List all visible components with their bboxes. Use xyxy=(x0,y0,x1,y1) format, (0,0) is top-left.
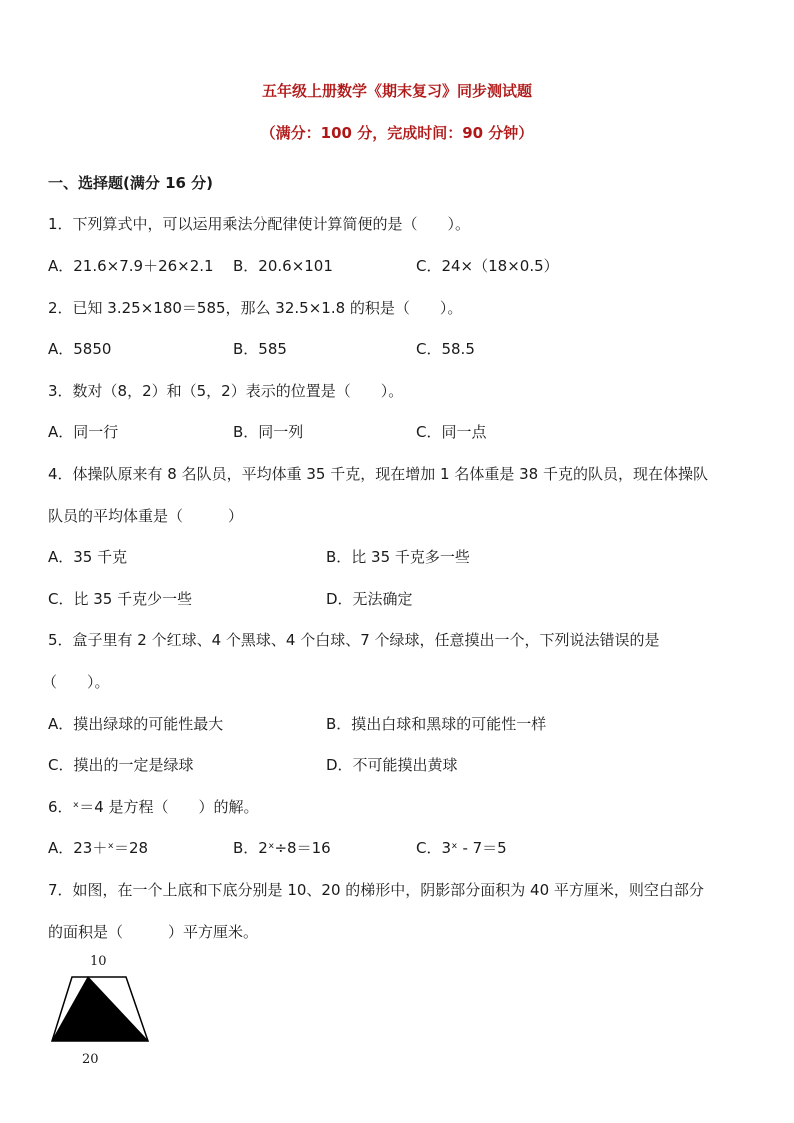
question-6-stem: 6．ˣ＝4 是方程（ ）的解。 xyxy=(48,798,259,816)
trapezoid-figure xyxy=(48,950,158,1070)
question-4-option-d: D．无法确定 xyxy=(326,590,413,608)
question-6-option-b: B．2ˣ÷8＝16 xyxy=(233,839,331,857)
question-4-option-c: C．比 35 千克少一些 xyxy=(48,590,193,608)
question-1-stem: 1．下列算式中，可以运用乘法分配律使计算简便的是（ ）。 xyxy=(48,215,471,233)
question-5-option-d: D．不可能摸出黄球 xyxy=(326,756,458,774)
question-5-option-a: A．摸出绿球的可能性最大 xyxy=(48,715,224,733)
question-2-stem: 2．已知 3.25×180＝585，那么 32.5×1.8 的积是（ ）。 xyxy=(48,299,463,317)
trapezoid-diagram xyxy=(48,974,158,1074)
question-3-option-c: C．同一点 xyxy=(416,423,487,441)
section-heading: 一、选择题(满分 16 分) xyxy=(48,174,214,192)
question-3-option-b: B．同一列 xyxy=(233,423,304,441)
question-2-option-c: C．58.5 xyxy=(416,340,475,358)
bottom-base-label: 20 xyxy=(82,1052,99,1067)
question-6-option-a: A．23＋ˣ＝28 xyxy=(48,839,149,857)
question-1-option-b: B．20.6×101 xyxy=(233,257,333,275)
page-subtitle: （满分：100 分，完成时间：90 分钟） xyxy=(260,124,534,142)
question-4-stem-line-2: 队员的平均体重是（ ） xyxy=(48,507,244,525)
question-5-stem-line-2: （ ）。 xyxy=(42,673,110,691)
question-1-option-a: A．21.6×7.9＋26×2.1 xyxy=(48,257,214,275)
question-5-stem-line-1: 5．盒子里有 2 个红球、4 个黑球、4 个白球、7 个绿球，任意摸出一个，下列说法错误的是 xyxy=(48,631,660,649)
page-title: 五年级上册数学《期末复习》同步测试题 xyxy=(261,82,532,100)
top-base-label: 10 xyxy=(90,954,107,969)
question-5-option-c: C．摸出的一定是绿球 xyxy=(48,756,194,774)
question-7-stem-line-1: 7．如图，在一个上底和下底分别是 10、20 的梯形中，阴影部分面积为 40 平方厘米，则空白部分 xyxy=(48,881,704,899)
question-3-option-a: A．同一行 xyxy=(48,423,119,441)
question-4-option-a: A．35 千克 xyxy=(48,548,128,566)
question-2-option-b: B．585 xyxy=(233,340,287,358)
question-5-option-b: B．摸出白球和黑球的可能性一样 xyxy=(326,715,547,733)
question-3-stem: 3．数对（8，2）和（5，2）表示的位置是（ ）。 xyxy=(48,382,404,400)
question-2-option-a: A．5850 xyxy=(48,340,112,358)
question-1-option-c: C．24×（18×0.5） xyxy=(416,257,559,275)
question-4-stem-line-1: 4．体操队原来有 8 名队员，平均体重 35 千克，现在增加 1 名体重是 38 千克的队员，现在体操队 xyxy=(48,465,708,483)
question-4-option-b: B．比 35 千克多一些 xyxy=(326,548,470,566)
question-6-option-c: C．3ˣ - 7＝5 xyxy=(416,839,507,857)
question-7-stem-line-2: 的面积是（ ）平方厘米。 xyxy=(48,923,259,941)
